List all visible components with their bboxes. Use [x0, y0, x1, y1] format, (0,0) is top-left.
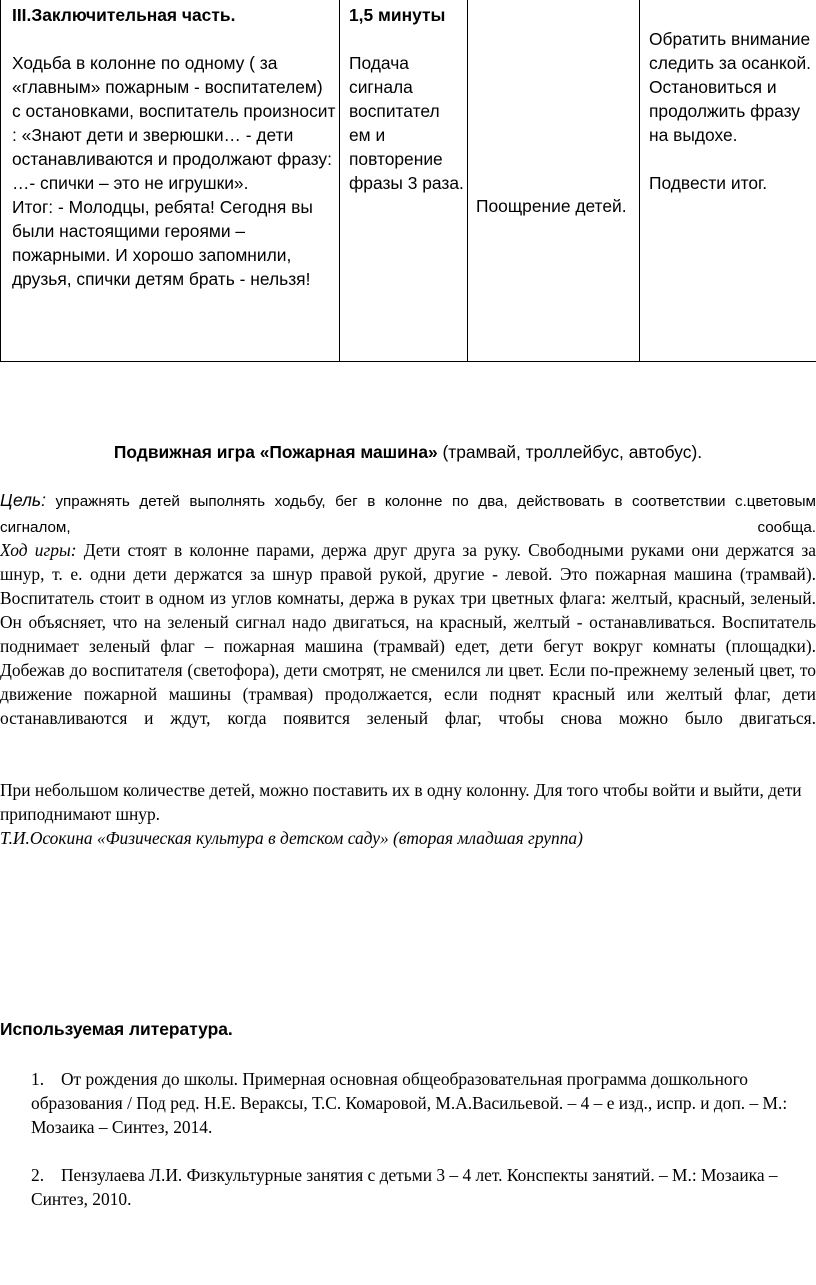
notes-instructions: Обратить внимание следить за осанкой. Остановиться и продолжить фразу на выдохе.: [649, 29, 811, 145]
literature-item-text: От рождения до школы. Примерная основная общеобразовательная программа дошкольного образования / Под ред. Н.Е. Вераксы, Т.С. Комаровой, М.А.Васильевой. – 4 – е изд., испр. и доп. – М.: Мозаика – Синтез, 2014.: [31, 1069, 788, 1137]
game-title-bold: Подвижная игра «Пожарная машина»: [113, 442, 438, 462]
course-label: Ход игры:: [0, 540, 77, 560]
dosage-description: Подача сигнала воспитател ем и повторение фразы 3 раза.: [349, 53, 464, 193]
dosage-title: 1,5 минуты: [349, 5, 446, 25]
notes-summary: Подвести итог.: [649, 173, 768, 193]
method-text: Поощрение детей.: [476, 196, 627, 216]
literature-title: Используемая литература.: [0, 1019, 233, 1039]
stage-description: Ходьба в колонне по одному ( за «главным» пожарным - воспитателем) с остановками, воспитатель произносит : «Знают дети и зверюшки… - дети останавливаются и продолжают фразу: …- спички – это не игрушки».: [12, 53, 336, 193]
table-cell-dosage: [340, 0, 468, 361]
game-course: [0, 538, 816, 730]
literature-item: [0, 1163, 816, 1211]
lesson-table: [0, 0, 816, 362]
game-title: [0, 442, 816, 463]
table-cell-notes: [640, 0, 816, 361]
stage-title: III.Заключительная часть.: [12, 5, 236, 25]
game-note: [0, 778, 816, 826]
table-cell-stage: [1, 0, 340, 361]
game-title-rest: (трамвай, троллейбус, автобус).: [437, 442, 703, 462]
game-goal: [0, 488, 816, 540]
note-text: При небольшом количестве детей, можно поставить их в одну колонну. Для того чтобы войти и выйти, дети приподнимают шнур.: [0, 780, 802, 824]
goal-label: Цель:: [0, 490, 46, 510]
goal-text: упражнять детей выполнять ходьбу, бег в колонне по два, действовать в соответствии с.цветовым сигналом, сообща.: [0, 493, 816, 536]
game-source: Т.И.Осокина «Физическая культура в детском саду» (вторая младшая группа): [0, 828, 583, 848]
table-cell-method: [468, 0, 640, 361]
literature-item-number: 2.: [31, 1165, 45, 1185]
stage-summary: Итог: - Молодцы, ребята! Сегодня вы были настоящими героями – пожарными. И хорошо запомнили, друзья, спички детям брать - нельзя!: [12, 197, 313, 289]
literature-item-text: Пензулаева Л.И. Физкультурные занятия с детьми 3 – 4 лет. Конспекты занятий. – М.: Мозаика – Синтез, 2010.: [31, 1165, 778, 1209]
literature-item: [0, 1067, 816, 1139]
course-text: Дети стоят в колонне парами, держа друг друга за руку. Свободными руками они держатся за шнур, т. е. одни дети держатся за шнур правой рукой, другие - левой. Это пожарная машина (трамвай). Воспитатель стоит в одном из углов комнаты, держа в руках три цветных флага: желтый, красный, зеленый. Он объясняет, что на зеленый сигнал надо двигаться, на красный, желтый - останавливаться. Воспитатель поднимает зеленый флаг – пожарная машина (трамвай) едет, дети бегут вокруг комнаты (площадки). Добежав до воспитателя (светофора), дети смотрят, не сменился ли цвет. Если по-прежнему зеленый цвет, то движение пожарной машины (трамвая) продолжается, если поднят красный или желтый флаг, дети останавливаются и ждут, когда появится зеленый флаг, чтобы снова можно было двигаться.: [0, 540, 816, 728]
literature-item-number: 1.: [31, 1069, 45, 1089]
